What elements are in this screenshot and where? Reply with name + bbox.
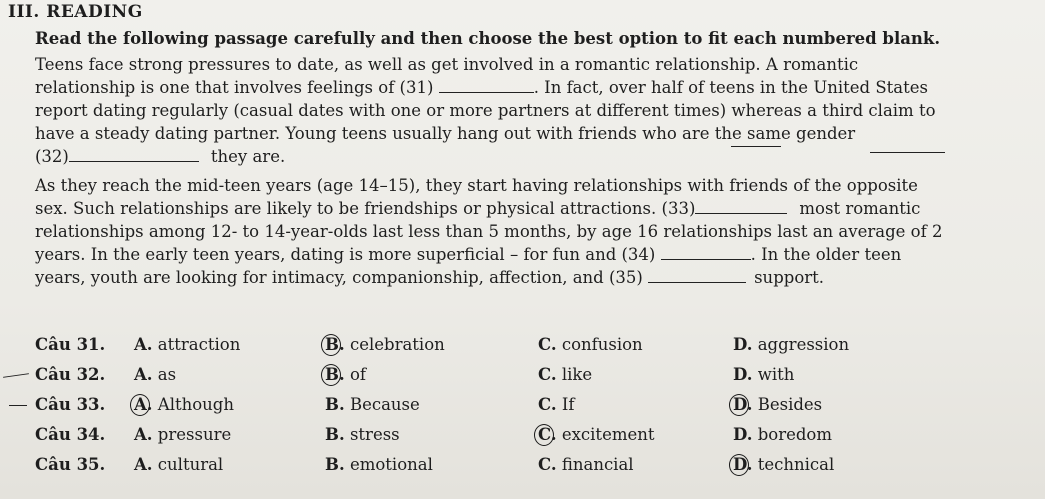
- option-32-c[interactable]: C. like: [538, 365, 593, 384]
- question-34: [35, 423, 1035, 447]
- answer-circle: [534, 424, 554, 446]
- question-35: [35, 453, 1035, 477]
- passage-line-2: relationship is one that involves feelings of (31) . In fact, over half of teens in the United States: [35, 78, 928, 97]
- option-34-b[interactable]: B. stress: [325, 425, 400, 444]
- blank-35: [648, 268, 746, 283]
- passage-line-5: (32) they are.: [35, 147, 286, 166]
- blank-32: [69, 147, 199, 162]
- answer-circle: [729, 394, 749, 416]
- answer-circle: [130, 394, 150, 416]
- passage-line-6: As they reach the mid-teen years (age 14–15), they start having relationships with friends of the opposite: [35, 176, 918, 195]
- question-label: Câu 34.: [35, 425, 106, 444]
- question-label: Câu 32.: [35, 365, 106, 384]
- option-33-d[interactable]: D. Besides: [733, 393, 822, 417]
- option-34-c[interactable]: C. excitement: [538, 423, 655, 447]
- passage-line-4: have a steady dating partner. Young teens usually hang out with friends who are the same gender: [35, 124, 856, 143]
- blank-31: [439, 78, 534, 93]
- question-32: [35, 363, 1035, 387]
- blank-33: [695, 199, 787, 214]
- question-label: Câu 35.: [35, 455, 106, 474]
- question-label: Câu 31.: [35, 335, 106, 354]
- section-heading: III. READING: [8, 2, 143, 22]
- passage-line-10: years, youth are looking for intimacy, companionship, affection, and (35) support.: [35, 268, 825, 287]
- option-35-b[interactable]: B. emotional: [325, 455, 433, 474]
- option-34-a[interactable]: A. pressure: [134, 425, 232, 444]
- answer-circle: [321, 334, 341, 356]
- option-31-c[interactable]: C. confusion: [538, 335, 643, 354]
- passage-line-1: Teens face strong pressures to date, as well as get involved in a romantic relationship. A romantic: [35, 55, 859, 74]
- option-35-a[interactable]: A. cultural: [134, 455, 224, 474]
- blank-34: [661, 245, 751, 260]
- answer-circle: [729, 454, 749, 476]
- passage-line-3: report dating regularly (casual dates with one or more partners at different times) whereas a third claim to: [35, 101, 936, 120]
- option-31-b[interactable]: B. celebration: [325, 333, 445, 357]
- pen-mark: [9, 405, 27, 406]
- option-33-a[interactable]: A. Although: [134, 393, 234, 417]
- answer-circle: [321, 364, 341, 386]
- option-31-a[interactable]: A. attraction: [134, 335, 241, 354]
- option-33-b[interactable]: B. Because: [325, 395, 420, 414]
- option-32-d[interactable]: D. with: [733, 365, 795, 384]
- option-35-c[interactable]: C. financial: [538, 455, 634, 474]
- question-31: [35, 333, 1035, 357]
- passage-line-8: relationships among 12- to 14-year-olds last less than 5 months, by age 16 relationships last an average of 2: [35, 222, 943, 241]
- option-32-b[interactable]: B. of: [325, 363, 366, 387]
- option-33-c[interactable]: C. If: [538, 395, 575, 414]
- option-32-a[interactable]: A. as: [134, 365, 177, 384]
- option-35-d[interactable]: D. technical: [733, 453, 834, 477]
- question-33: [35, 393, 1035, 417]
- instruction-text: Read the following passage carefully and then choose the best option to fit each numbered blank.: [35, 29, 941, 48]
- option-31-d[interactable]: D. aggression: [733, 335, 850, 354]
- option-34-d[interactable]: D. boredom: [733, 425, 833, 444]
- pen-mark: [3, 373, 29, 378]
- question-label: Câu 33.: [35, 395, 106, 414]
- passage-line-7: sex. Such relationships are likely to be friendships or physical attractions. (33) most romantic: [35, 199, 921, 218]
- passage-line-9: years. In the early teen years, dating is more superficial – for fun and (34) . In the older teen: [35, 245, 902, 264]
